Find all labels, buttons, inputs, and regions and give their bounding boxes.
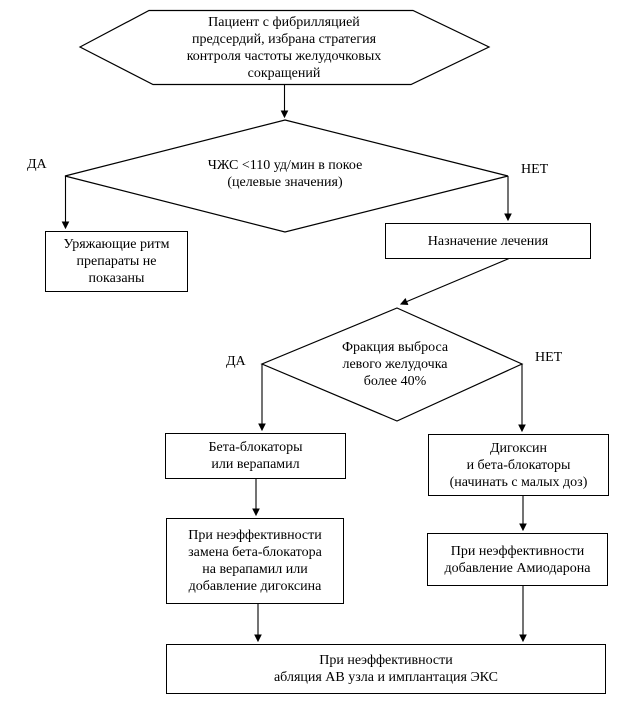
box-treatment	[385, 223, 591, 259]
decision2-line: левого желудочка	[342, 357, 448, 372]
decision2-yes-label: ДА	[226, 354, 246, 369]
box-ablation-line: абляция АВ узла и имплантация ЭКС	[273, 670, 499, 685]
decision1-no-label: НЕТ	[521, 162, 549, 177]
box-digoxin-line: (начинать с малых доз)	[449, 474, 588, 490]
box-beta-blockers	[165, 433, 346, 479]
box-replace-line: на верапамил или	[202, 562, 308, 577]
box-no-drugs-line: препараты не	[76, 254, 157, 269]
box-beta-blockers-line: или верапамил	[211, 457, 300, 472]
start-node-line: предсердий, избрана стратегия	[191, 32, 377, 47]
box-no-drugs	[45, 231, 188, 292]
box-digoxin	[428, 434, 609, 496]
decision1-text	[165, 157, 405, 191]
start-node-line: контроля частоты желудочковых	[186, 49, 382, 64]
box-digoxin-line: и бета-блокаторы	[466, 457, 571, 473]
decision2-line: Фракция выброса	[341, 340, 449, 355]
start-node-line: сокращений	[247, 66, 321, 81]
decision1-line: ЧЖС <110 уд/мин в покое	[207, 158, 363, 173]
decision2-no-label: НЕТ	[535, 350, 563, 365]
decision2-line: более 40%	[363, 374, 427, 389]
box-replace-line: При неэффективности	[188, 528, 322, 543]
box-treatment-line: Назначение лечения	[427, 233, 549, 249]
box-replace-line: замена бета-блокатора	[188, 545, 322, 560]
box-digoxin-line: Дигоксин	[489, 440, 548, 456]
decision1-line: (целевые значения)	[227, 175, 343, 190]
box-replace-line: добавление дигоксина	[188, 579, 322, 594]
box-no-drugs-line: показаны	[88, 271, 145, 286]
box-amiodarone-line: добавление Амиодарона	[444, 560, 591, 576]
box-ablation-line: При неэффективности	[319, 653, 453, 668]
decision1-yes-label: ДА	[27, 157, 47, 172]
box-beta-blockers-line: Бета-блокаторы	[208, 440, 303, 455]
start-node-text	[109, 14, 459, 82]
box-no-drugs-line: Уряжающие ритм	[63, 237, 170, 252]
start-node-line: Пациент с фибрилляцией	[208, 15, 360, 30]
box-replace	[166, 518, 344, 604]
edge-treatment-to-decision2	[401, 259, 509, 305]
box-amiodarone-line: При неэффективности	[450, 543, 585, 559]
box-ablation	[166, 644, 606, 694]
box-amiodarone	[427, 533, 608, 586]
decision2-text	[295, 339, 495, 390]
